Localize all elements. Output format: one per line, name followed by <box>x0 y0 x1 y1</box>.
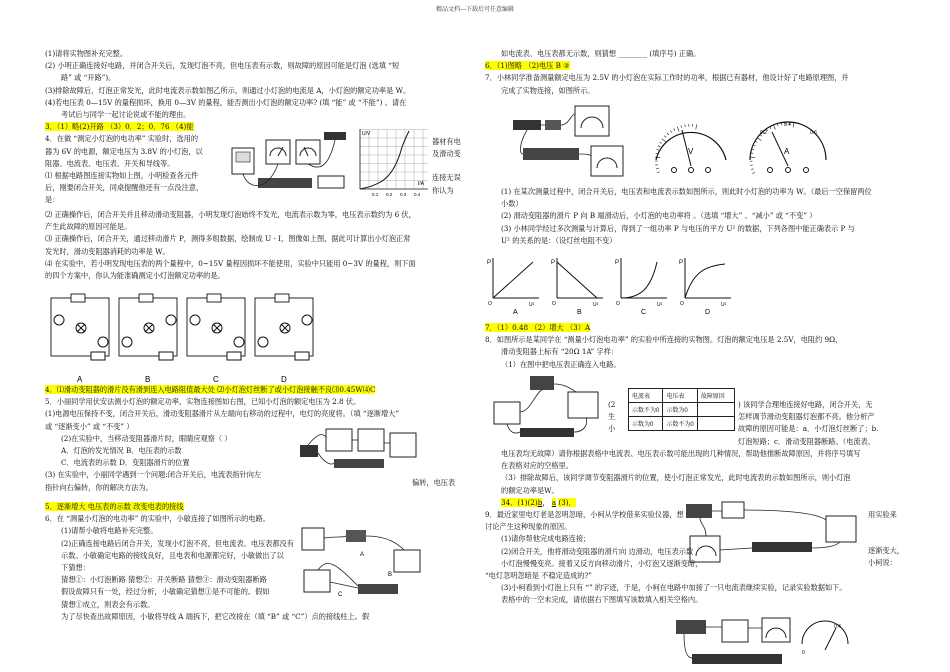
text-line: C．电流表的示数 D．变阻器滑片的位置 <box>61 458 190 468</box>
p-u2-graph <box>487 258 539 308</box>
svg-text:O: O <box>616 301 620 307</box>
q9-bottom-figure <box>672 614 852 670</box>
table-header: 故障原因 <box>697 389 734 403</box>
q4-circuit-options <box>45 290 345 385</box>
answer-7: 7．（1）0.48 （2）增大 （3）A <box>485 323 591 332</box>
table-row <box>629 403 735 417</box>
q4-line: 发光时，滑动变阻器消耗的功率是 W。 <box>45 246 170 256</box>
q5-tail <box>412 477 455 489</box>
voltmeter-dial <box>648 114 734 174</box>
svg-text:C: C <box>338 592 343 598</box>
text-line: (1)电源电压保持不变，闭合开关后，滑动变阻器滑片从左端向右移动的过程中，电灯的亮度将。（填 “逐渐增大” <box>45 409 400 419</box>
circuit-option-label: B <box>145 375 151 384</box>
svg-text:A: A <box>360 552 365 558</box>
svg-text:V: V <box>688 147 694 156</box>
ammeter-dial <box>742 112 834 174</box>
svg-text:B: B <box>388 572 393 578</box>
q8-line: （3）排除故障后，该同学调节变阻器滑片的位置，使小灯泡正常发光，此时电流表的示数如图所示，则小灯泡 <box>501 473 851 483</box>
q4-continuation <box>45 209 470 282</box>
answer-5: 5．逐渐增大 电压表的示数 改变电表的接线 <box>45 502 184 511</box>
q4-line: 器为 6V 的电源，额定电压为 3.8V 的小灯泡，以 <box>45 146 203 156</box>
q8-line: （1）在图中把电压表正确连入电路。 <box>501 359 621 369</box>
graph-tick: 0.4 <box>414 192 421 197</box>
graph-tick: 0.2 <box>386 192 393 197</box>
text-line: 假设故障只有一处，经过分析，小敏确定猜想①是不可能的。假如 <box>61 587 270 597</box>
q8-right-line: 灯泡短路；c．滑动变阻器断路。（电流表、 <box>738 436 875 446</box>
text-line: 猜想①成立，则表会有示数。 <box>61 599 155 609</box>
text-line: 猜想①：小灯泡断路 猜想②：开关断路 猜想③：滑动变阻器断路 <box>61 575 267 585</box>
text-line: 5．小丽同学用伏安法测小灯泡的额定功率，实物连接图如右图，已知小灯泡的额定电压为 2.8 伏。 <box>45 397 361 407</box>
svg-text:U²: U² <box>593 302 599 308</box>
text-line: 9．最近家里电灯老是忽明忽暗，小柯从学校借来实验仪器，想 <box>485 510 684 519</box>
q6-apparatus-figure <box>298 526 428 604</box>
svg-text:U²: U² <box>657 302 663 308</box>
answer-8-a: 34．(1)(2) <box>501 497 538 507</box>
text-line: 指针向右偏转，你的解决方法为。 <box>45 482 153 492</box>
p-u2-graph <box>551 258 603 308</box>
text-line: 下猜想： <box>61 563 90 573</box>
ammeter-scale-num: 0.6 <box>810 130 817 136</box>
q5-apparatus-figure <box>298 425 418 473</box>
q4-line: ⑴ 根据电路图连接实物如上图，小明检查各元件 <box>45 171 199 181</box>
q8-line: 的额定功率是W。 <box>501 485 559 495</box>
q7-line: 7．小林同学准备测量额定电压为 2.5V 的小灯泡在实际工作时的功率，根据已有器材，他设计好了电路原理图，并 <box>485 73 849 83</box>
answer-3: 3．（1）略(2)开路 （3）0．2；0．76 （4)能 <box>45 122 194 132</box>
q6-tail-line: 如电流表、电压表都无示数，则猜想 ________ (填序号) 正确。 <box>501 49 701 58</box>
graph-tick: 0.1 <box>372 192 379 197</box>
text-line: 为了尽快查出故障原因，小敏将导线 A 端拆下，把它改接在（填 “B” 或 “C”）点的接线柱上。假 <box>61 611 370 621</box>
fault-table <box>628 388 735 431</box>
text-line: 讨论产生这种现象的原因。 <box>485 522 572 532</box>
text-line: (3) 在实验中，小丽同学遇到一个问题:闭合开关后，电流表指针向左 <box>45 470 262 480</box>
q7-line: (2) 滑动变阻器的滑片 P 向 B 端滑动后，小灯泡的电功率将 。（选填 “增大” 、“减小” 或 “不变” ） <box>501 211 817 221</box>
q4-ui-graph <box>352 127 432 199</box>
table-header: 电流表 <box>629 389 663 403</box>
circuit-diagram <box>119 294 177 360</box>
circuit-option-label: A <box>77 375 83 384</box>
text-line: “电灯忽明忽暗是 不稳定造成的?” <box>485 571 592 581</box>
table-cell[interactable] <box>697 417 734 431</box>
svg-text:A: A <box>784 147 790 156</box>
text-line: 路” 或 “开路”)。 <box>61 73 116 83</box>
q4-side-line: 你认为 <box>432 185 454 195</box>
text-line: A．灯泡的发光情况 B．电压表的示数 <box>61 446 182 456</box>
answer-8-end: (3)． <box>558 497 576 507</box>
ammeter-scale-num: 0.2 <box>760 130 767 136</box>
text-line: 示数。小敏确定电路的接线良好，且电表和电源都完好，小敏做出了以 <box>61 550 284 560</box>
q4-line: 产生此故障的原因可能是。 <box>45 222 132 232</box>
graph-y-label: U/V <box>362 131 371 137</box>
answer-8: 34．(1)(2)b， a (3)． <box>501 497 576 507</box>
text-line: (1)请将实物图补充完整。 <box>45 49 128 58</box>
table-cell: 示数不为0 <box>629 403 663 417</box>
q4-side-line: 及滑动变 <box>432 149 461 159</box>
q9-right-line: 小柯说： <box>868 558 897 568</box>
circuit-diagram <box>255 294 313 360</box>
graph-option-label: D <box>705 309 711 316</box>
table-row <box>629 417 735 431</box>
text-line: (2) 小明正确连接好电路，并闭合开关后，发现灯泡不亮，但电压表有示数，则故障的原因可能是灯泡 (选填 “短 <box>45 61 400 71</box>
p-u2-graphs <box>485 252 745 316</box>
fault-table-container <box>628 388 735 431</box>
graph-x-label: I/A <box>418 181 425 187</box>
right-column <box>485 48 905 97</box>
text-line: 或 “逐渐变小” 或 “不变” ） <box>45 421 134 431</box>
q4-line: 阻器、电流表、电压表、开关和导线等。 <box>45 158 175 168</box>
q8-apparatus-figure <box>490 372 606 442</box>
q8-line: 8．如图所示是某同学在 “测量小灯泡电功率” 的实验中所连接的实物图。灯泡的额定电压是 2.5V，电阻约 9Ω， <box>485 335 843 345</box>
graph-option-label: C <box>641 309 647 316</box>
q8-side-char: 小 <box>608 424 616 434</box>
graph-option-label: B <box>577 309 582 316</box>
q9-right-line: 逐渐变大， <box>868 546 904 556</box>
q8-line: 滑动变阻器上标有 “20Ω 1A” 字样： <box>501 347 619 357</box>
q7-line: (1) 在某次测量过程中，闭合开关后，电压表和电流表示数如图所示，则此时小灯泡的功率为 W。（最后一空保留两位 <box>501 187 872 196</box>
q8-right-line: ) 该同学合理地连接好电路，闭合开关，无 <box>738 400 873 409</box>
text-line: (2)正确连接电路后闭合开关，发现小灯泡不亮，但电流表、电压表都没有 <box>61 538 294 548</box>
q4-line: 是： <box>45 195 60 205</box>
text-line: (2)在实验中，当移动变阻器滑片时，眼睛应观察（ ） <box>61 433 232 443</box>
text-line: (3)小柯看到小灯泡上只有 “” 的字迹，于是，小柯在电路中加接了一只电流表继续实验，记录实验数据如下。 <box>501 583 847 593</box>
graph-option-label: A <box>513 309 518 316</box>
q9-right-fragments <box>868 509 918 570</box>
table-header: 电压表 <box>663 389 697 403</box>
svg-text:U²: U² <box>721 302 727 308</box>
table-cell[interactable] <box>697 403 734 417</box>
text-line: (1)请帮小敏将电路补充完整。 <box>61 526 158 536</box>
text-line: 小灯泡慢慢变亮。接着又反方向移动滑片，小灯泡又逐渐变暗， <box>501 558 703 568</box>
q4-side-line: 连接无误 <box>432 173 461 183</box>
q8-right-line: 故障的原因可能是：a．小灯泡灯丝断了；b. <box>738 424 879 434</box>
q4-line: 后，刚要闭合开关，同桌提醒他还有一点没注意， <box>45 183 204 193</box>
q7-line: 小数） <box>501 199 523 209</box>
q4-line: 4．在做 “测定小灯泡的电功率” 实验时，选用的 <box>45 134 199 144</box>
circuit-option-label: C <box>213 375 219 384</box>
circuit-diagram <box>51 294 109 360</box>
p-u2-graph <box>679 258 731 308</box>
q4-line: ⑷ 在实验中，若小明发现电压表的两个量程中，0~15V 量程因损坏不能使用，实验中只能用 0~3V 的量程，则下面 <box>45 258 416 268</box>
text-line: 表格中的一空未完成，请依据右下图填写该数填入相关空格内。 <box>501 595 703 605</box>
q7-line: U² 的关系的是：（设灯丝电阻不变） <box>501 235 617 245</box>
q9-right-line: 用实验来 <box>868 510 897 519</box>
q8-side <box>608 399 628 436</box>
q8-side-char: (2 <box>608 400 616 409</box>
q7-line: 完成了实物连接，如图所示。 <box>501 85 595 95</box>
q7-line: (3) 小林同学经过多次测量与计算后，得到了一组功率 P 与电压的平方 U² 的数据，下列各图中能正确表示 P 与 <box>501 223 855 233</box>
text-line: (3)排除故障后，灯泡正常发光，此时电流表示数如图乙所示，则通过小灯泡的电流是 A，小灯泡的额定功率是 W。 <box>45 85 411 95</box>
table-cell: 示数不为0 <box>663 417 697 431</box>
q9-apparatus-figure <box>676 496 866 576</box>
q4-side-line: 器材有电 <box>432 137 461 146</box>
svg-text:U²: U² <box>529 302 535 308</box>
graph-tick: 0.3 <box>400 192 407 197</box>
svg-text:P: P <box>615 260 620 266</box>
answer-8-c: a <box>551 497 557 507</box>
q4-line: ⑶ 正确操作后，闭合开关，通过移动滑片 P，测得多组数据，绘制成 U - I，图像如上图，据此可计算出小灯泡正常 <box>45 234 411 244</box>
text-line: 6．在 “测量小灯泡的电功率” 的实验中，小敏连接了如图所示的电路。 <box>45 514 270 524</box>
meter-scale-num: 0.4 <box>834 624 841 630</box>
text-line: 考试后与同学一起讨论说或不能的理由。 <box>61 110 191 120</box>
q8-block <box>485 322 905 371</box>
q4-apparatus-figure <box>228 130 348 195</box>
text-line: (1)请你帮他完成电路连接； <box>501 534 591 544</box>
text-line: (4)若电压表 0—15V 的量程损坏，换用 0—3V 的量程，能否测出小灯泡的额定功率? (填 “能” 或 “不能”) 。请在 <box>45 97 407 107</box>
table-cell: 示数为0 <box>629 417 663 431</box>
answer-6: 6．（1)图略 （2)电压 B ③ <box>485 61 570 71</box>
q8-side-char: 生 <box>608 412 616 422</box>
svg-text:P: P <box>487 260 492 266</box>
svg-text:O: O <box>552 301 556 307</box>
text-line: (2)闭合开关，他将滑动变阻器的滑片向 边滑动，电压表示数 <box>501 546 694 556</box>
circuit-diagram <box>187 294 245 360</box>
q8-right-text <box>738 399 918 448</box>
svg-text:P: P <box>551 260 556 266</box>
q7-questions <box>485 186 905 247</box>
q4-side-text <box>432 136 472 197</box>
page-header: 精品文档---下载后可任意编辑 <box>435 6 515 13</box>
q7-apparatus-figure <box>505 104 633 180</box>
q8-line: 在表格对应的空格里。 <box>501 461 573 471</box>
q4-line: ⑵ 正确操作后，闭合开关并且移动滑动变阻器，小明发现灯泡始终不发光，电流表示数为零，电压表示数约为 6 伏， <box>45 210 416 219</box>
answer-4: 4．⑴滑动变阻器的滑片没有滑到连入电路阻值最大处 ⑵小灯泡灯丝断了或小灯泡接触不良⑶0.45W⑷C <box>45 385 376 394</box>
svg-text:P: P <box>679 260 684 266</box>
p-u2-graph <box>615 258 667 308</box>
svg-text:O: O <box>680 301 684 307</box>
svg-text:O: O <box>488 301 492 307</box>
meter-scale-num: 0 <box>802 650 805 656</box>
ammeter-scale-num: 0.4 <box>784 122 791 128</box>
table-cell: 示数为0 <box>663 403 697 417</box>
q8-line: 电压表均无故障）请你根据表格中电流表、电压表示数可能出现的几种情况，帮助他推断故障原因，并将序号填写 <box>501 449 861 458</box>
q4-line: 的四个方案中，你认为能准确测定小灯泡额定功率的是。 <box>45 271 225 281</box>
circuit-option-label: D <box>281 375 287 384</box>
q8-right-line: 怎样调节滑动变阻器灯泡都不亮。他分析产 <box>738 412 875 422</box>
answer-8-b: b <box>537 497 543 507</box>
q5-tail-text: 偏转，电压表 <box>412 478 456 487</box>
